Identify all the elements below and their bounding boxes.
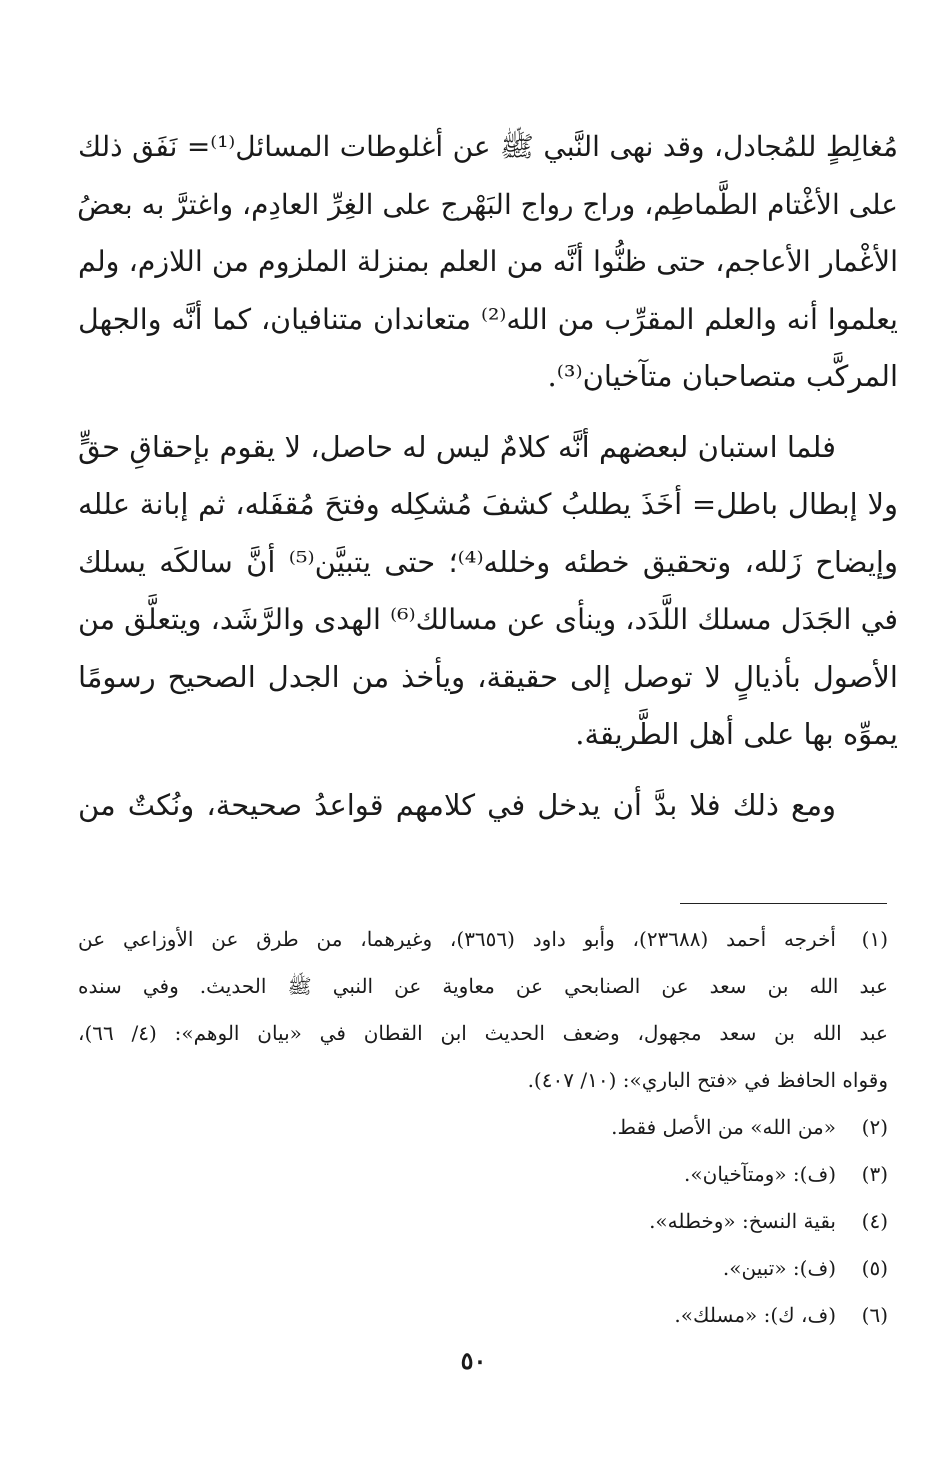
footnote-divider (680, 903, 887, 904)
text-line: وإيضاح زَلله، وتحقيق خطئه وخلله⁽⁴⁾؛ حتى يتبيَّن⁽⁵⁾ أنَّ سالكَه يسلك (78, 544, 898, 579)
footnote-4 (78, 1198, 888, 1245)
paragraph-1 (78, 118, 898, 406)
footnote-line: «من الله» من الأصل فقط. (611, 1115, 836, 1139)
footnote-number: (١) (861, 927, 888, 951)
text-line: ولا إبطال باطل= أخَذَ يطلبُ كشفَ مُشكِله وفتحَ مُقفَله، ثم إبانة علله (78, 487, 898, 521)
footnote-line: بقية النسخ: «وخطله». (649, 1209, 836, 1233)
footnote-text (78, 916, 888, 1104)
footnote-line: عبد الله بن سعد مجهول، وضعف الحديث ابن القطان في «بيان الوهم»: (٤/ ٦٦)، (78, 1021, 888, 1045)
footnote-line: عبد الله بن سعد عن الصنابحي عن معاوية عن النبي ﷺ الحديث. وفي سنده (78, 974, 888, 998)
text-line: في الجَدَل مسلك اللَّدَد، وينأى عن مسالك⁽⁶⁾ الهدى والرَّشَد، ويتعلَّق من (78, 603, 898, 636)
page-number: ٥٠ (460, 1346, 487, 1375)
footnote-2 (78, 1104, 888, 1151)
footnote-text (78, 1292, 836, 1339)
text-line: الأصول بأذيالٍ لا توصل إلى حقيقة، ويأخذ من الجدل الصحيح رسومًا (78, 659, 898, 694)
text-line: المركَّب متصاحبان متآخيان⁽³⁾. (547, 359, 898, 393)
footnote-line: وقواه الحافظ في «فتح الباري»: (١٠/ ٤٠٧). (527, 1068, 888, 1092)
footnote-1 (78, 916, 888, 1104)
footnote-text (78, 1198, 836, 1245)
footnote-line: (ف، ك): «مسلك». (674, 1303, 836, 1327)
footnote-text (78, 1104, 836, 1151)
footnote-text (78, 1245, 836, 1292)
text-line: مُغالِطٍ للمُجادل، وقد نهى النَّبي ﷺ عن أغلوطات المسائل⁽¹⁾= نَفَق ذلك (78, 130, 899, 163)
footnote-3 (78, 1151, 888, 1198)
footnote-number: (٤) (861, 1209, 888, 1233)
paragraph-3 (78, 777, 898, 835)
footnote-number: (٥) (861, 1256, 888, 1280)
footnote-line: (ف): «ومتآخيان». (684, 1162, 836, 1186)
footnote-line: (ف): «تبين». (722, 1256, 836, 1280)
footnote-text (78, 1151, 836, 1198)
main-text (78, 118, 898, 847)
footnotes (78, 916, 888, 1339)
footnote-6 (78, 1292, 888, 1339)
text-line: يموِّه بها على أهل الطَّريقة. (575, 717, 898, 751)
footnote-number: (٣) (861, 1162, 888, 1186)
footnote-5 (78, 1245, 888, 1292)
footnote-line: أخرجه أحمد (٢٣٦٨٨)، وأبو داود (٣٦٥٦)، وغيرهما، من طرق عن الأوزاعي عن (78, 927, 836, 951)
text-line: يعلموا أنه والعلم المقرِّب من الله⁽²⁾ متعاندان متنافيان، كما أنَّه والجهل (78, 302, 898, 336)
paragraph-2 (78, 419, 898, 764)
text-line: فلما استبان لبعضهم أنَّه كلامٌ ليس له حاصل، لا يقوم بإحقاقِ حقٍّ (78, 429, 836, 464)
footnote-number: (٦) (861, 1303, 888, 1327)
text-line: على الأغْتام الطَّماطِم، وراج رواج البَهْرج على الغِرِّ العادِم، واغترَّ به بعضُ (77, 187, 898, 221)
footnote-number: (٢) (861, 1115, 888, 1139)
text-line: الأغْمار الأعاجم، حتى ظنُّوا أنَّه من العلم بمنزلة الملزوم من اللازم، ولم (78, 245, 898, 278)
text-line: ومع ذلك فلا بدَّ أن يدخل في كلامهم قواعدُ صحيحة، ونُكتٌ من (78, 787, 836, 822)
